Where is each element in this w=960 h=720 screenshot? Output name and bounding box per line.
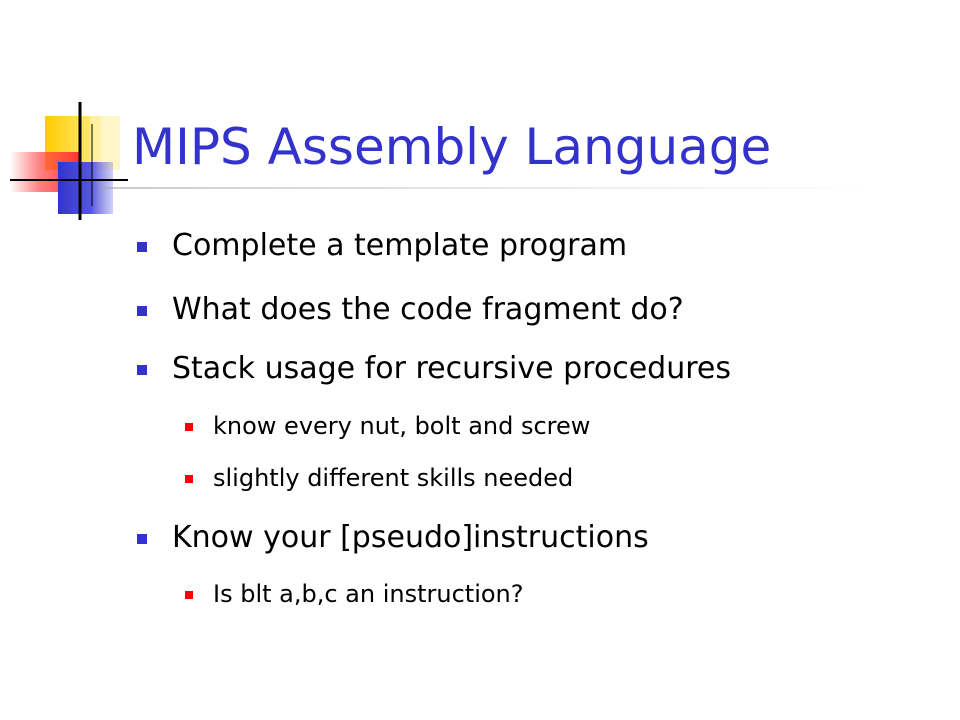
square-bullet-icon xyxy=(185,591,193,599)
sub-bullet-item xyxy=(213,409,590,443)
square-bullet-icon xyxy=(137,242,147,252)
bullet-text: Complete a template program xyxy=(172,228,628,263)
bullet-text: Stack usage for recursive procedures xyxy=(172,351,731,386)
slide-title: MIPS Assembly Language xyxy=(132,118,772,176)
square-bullet-icon xyxy=(185,423,193,431)
bullet-item xyxy=(172,349,731,389)
square-bullet-icon xyxy=(137,365,147,375)
bullet-text: What does the code fragment do? xyxy=(172,292,684,327)
square-bullet-icon xyxy=(137,534,147,544)
bullet-item xyxy=(172,518,649,558)
square-bullet-icon xyxy=(137,306,147,316)
bullet-item xyxy=(172,290,684,330)
bullet-text: Know your [pseudo]instructions xyxy=(172,520,649,555)
sub-bullet-item xyxy=(213,577,524,611)
square-bullet-icon xyxy=(185,475,193,483)
bullet-text: Is blt a,b,c an instruction? xyxy=(213,580,524,608)
bullet-text: know every nut, bolt and screw xyxy=(213,412,591,440)
sub-bullet-item xyxy=(213,461,573,495)
colored-squares-logo-icon xyxy=(8,96,148,226)
bullet-item xyxy=(172,226,627,266)
bullet-text: slightly different skills needed xyxy=(213,464,574,492)
title-underline xyxy=(100,187,870,189)
